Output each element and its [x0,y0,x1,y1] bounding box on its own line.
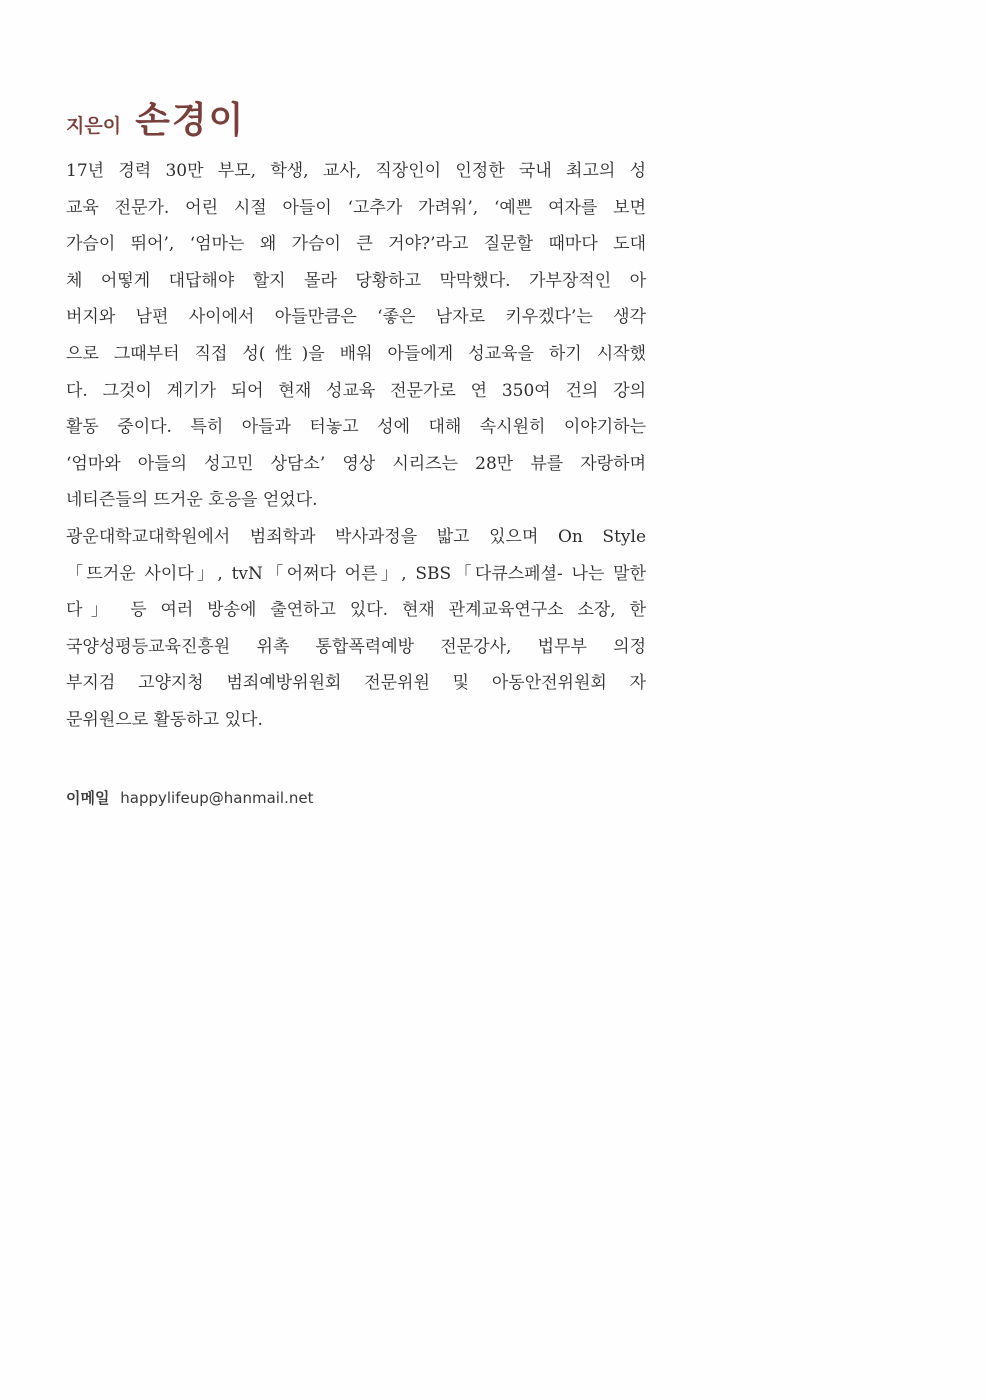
bio-line: 네티즌들의 뜨거운 호응을 얻었다. [66,490,318,511]
bio-line: 체 어떻게 대답해야 할지 몰라 당황하고 막막했다. 가부장적인 아 [66,270,646,291]
author-header [66,92,245,143]
author-biography [66,153,646,739]
author-name: 손경이 [135,100,246,141]
bio-line: 다. 그것이 계기가 되어 현재 성교육 전문가로 연 350여 건의 강의 [66,380,646,401]
email-address: happylifeup@hanmail.net [120,789,314,807]
bio-line: 국양성평등교육진흥원 위촉 통합폭력예방 전문강사, 법무부 의정 [66,636,646,657]
bio-line: 버지와 남편 사이에서 아들만큼은 ‘좋은 남자로 키우겠다’는 생각 [66,307,646,328]
bio-line: 17년 경력 30만 부모, 학생, 교사, 직장인이 인정한 국내 최고의 성 [66,161,646,181]
bio-line: 부지검 고양지청 범죄예방위원회 전문위원 및 아동안전위원회 자 [66,673,646,694]
bio-line: 다」 등 여러 방송에 출연하고 있다. 현재 관계교육연구소 소장, 한 [66,600,646,621]
author-role-label: 지은이 [66,115,122,137]
bio-line: 교육 전문가. 어린 시절 아들이 ‘고추가 가려워’, ‘예쁜 여자를 보면 [66,197,646,218]
bio-line: 「뜨거운 사이다」, tvN「어쩌다 어른」, SBS「다큐스페셜- 나는 말한 [66,563,646,584]
author-contact [66,787,314,808]
bio-line: 활동 중이다. 특히 아들과 터놓고 성에 대해 속시원히 이야기하는 [66,417,646,438]
bio-line: ‘엄마와 아들의 성고민 상담소’ 영상 시리즈는 28만 뷰를 자랑하며 [66,453,646,474]
email-label: 이메일 [66,789,110,807]
bio-line: 문위원으로 활동하고 있다. [66,709,263,730]
bio-line: 으로 그때부터 직접 성(性)을 배워 아들에게 성교육을 하기 시작했 [66,343,646,364]
bio-line: 광운대학교대학원에서 범죄학과 박사과정을 밟고 있으며 On Style [66,526,646,547]
bio-line: 가슴이 뛰어’, ‘엄마는 왜 가슴이 큰 거야?’라고 질문할 때마다 도대 [66,234,646,255]
